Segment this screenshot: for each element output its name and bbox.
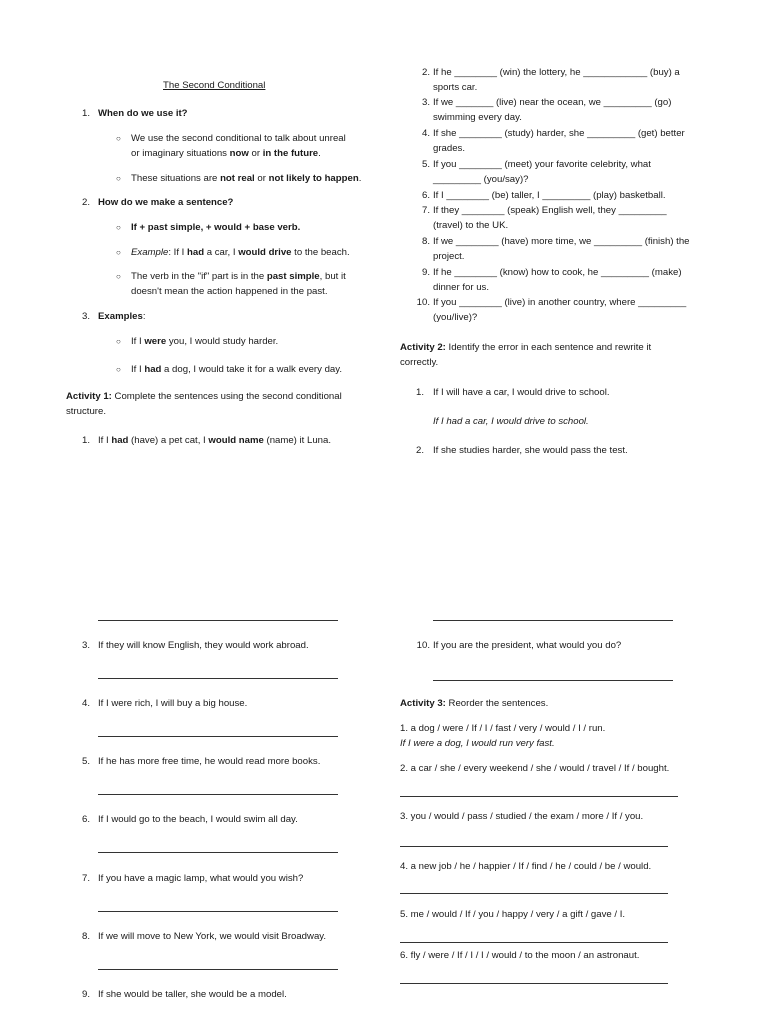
- bullet-icon: ○: [116, 272, 121, 281]
- q2-bullet-1: If + past simple, + would + base verb.: [131, 222, 301, 233]
- exercise-number: 7.: [421, 205, 430, 216]
- exercise-line-1: If I ________ (be) taller, I _________ (play) basketball.: [433, 190, 666, 201]
- page-title: The Second Conditional: [163, 80, 266, 91]
- q2-bullet-3-line2: doesn't mean the action happened in the past.: [131, 286, 328, 297]
- exercise-line-2: swimming every day.: [433, 112, 522, 123]
- error-item-text: If you have a magic lamp, what would you wish?: [98, 873, 304, 884]
- reorder-item: 5. me / would / If / you / happy / very / a gift / gave / I.: [400, 909, 626, 920]
- bullet-icon: ○: [116, 365, 121, 374]
- exercise-line-1: If you ________ (meet) your favorite celebrity, what: [433, 159, 651, 170]
- q1-bullet-1-line2: or imaginary situations now or in the future.: [131, 148, 321, 159]
- exercise-number: 8.: [421, 236, 430, 247]
- activity-2-item-1: If I will have a car, I would drive to school.: [433, 387, 610, 398]
- answer-line[interactable]: [400, 893, 668, 894]
- exercise-number: 2.: [421, 67, 430, 78]
- answer-line[interactable]: [98, 969, 338, 970]
- q2-number: 2.: [81, 197, 90, 208]
- answer-line[interactable]: [98, 736, 338, 737]
- q2-bullet-2: Example: If I had a car, I would drive to the beach.: [131, 247, 350, 258]
- exercise-line-1: If you ________ (live) in another country, where _________: [433, 297, 687, 308]
- q1-heading: When do we use it?: [98, 108, 188, 119]
- error-item-text: If he has more free time, he would read more books.: [98, 756, 321, 767]
- activity-2-item-2: If she studies harder, she would pass the test.: [433, 445, 628, 456]
- exercise-line-2: project.: [433, 251, 465, 262]
- error-item-number: 7.: [81, 873, 90, 884]
- answer-line[interactable]: [433, 620, 673, 621]
- error-item-text: If we will move to New York, we would visit Broadway.: [98, 931, 327, 942]
- answer-line[interactable]: [98, 620, 338, 621]
- error-item-number: 8.: [81, 931, 90, 942]
- bullet-icon: ○: [116, 337, 121, 346]
- q1-bullet-2: These situations are not real or not likely to happen.: [131, 173, 362, 184]
- error-item-text: If I were rich, I will buy a big house.: [98, 698, 248, 709]
- q1-number: 1.: [81, 108, 90, 119]
- exercise-line-2: (you/live)?: [433, 312, 478, 323]
- activity-2-item-2-number: 2.: [415, 445, 424, 456]
- activity-3-instructions: Activity 3: Reorder the sentences.: [400, 698, 549, 709]
- reorder-item: 4. a new job / he / happier / If / find / he / could / be / would.: [400, 861, 652, 872]
- exercise-line-1: If they ________ (speak) English well, they _________: [433, 205, 667, 216]
- activity-1-item-1: If I had (have) a pet cat, I would name (name) it Luna.: [98, 435, 332, 446]
- error-item-text: If I would go to the beach, I would swim all day.: [98, 814, 298, 825]
- exercise-line-1: If he ________ (know) how to cook, he _________ (make): [433, 267, 682, 278]
- answer-line[interactable]: [98, 678, 338, 679]
- q1-bullet-1-line1: We use the second conditional to talk about unreal: [131, 133, 346, 144]
- answer-line[interactable]: [400, 846, 668, 847]
- q3-heading: Examples:: [98, 311, 146, 322]
- error-item-number: 6.: [81, 814, 90, 825]
- exercise-number: 5.: [421, 159, 430, 170]
- reorder-item: 2. a car / she / every weekend / she / would / travel / If / bought.: [400, 763, 670, 774]
- q3-number: 3.: [81, 311, 90, 322]
- error-item-text: If she would be taller, she would be a model.: [98, 989, 287, 1000]
- exercise-line-1: If we ________ (have) more time, we _________ (finish) the: [433, 236, 690, 247]
- bullet-icon: ○: [116, 174, 121, 183]
- reorder-item: 1. a dog / were / If / I / fast / very / would / I / run.: [400, 723, 606, 734]
- error-item-number: 4.: [81, 698, 90, 709]
- exercise-number: 9.: [421, 267, 430, 278]
- answer-line[interactable]: [98, 852, 338, 853]
- answer-line[interactable]: [400, 942, 668, 943]
- bullet-icon: ○: [116, 223, 121, 232]
- error-item-number: 5.: [81, 756, 90, 767]
- exercise-line-2: sports car.: [433, 82, 478, 93]
- bullet-icon: ○: [116, 248, 121, 257]
- activity-2-item-10: If you are the president, what would you do?: [433, 640, 622, 651]
- activity-2-item-1-answer: If I had a car, I would drive to school.: [433, 416, 589, 427]
- activity-1-instructions-line2: structure.: [66, 406, 106, 417]
- answer-line[interactable]: [433, 680, 673, 681]
- activity-2-instructions: Activity 2: Identify the error in each sentence and rewrite it: [400, 342, 652, 353]
- exercise-line-2: grades.: [433, 143, 465, 154]
- activity-1-item-1-number: 1.: [81, 435, 90, 446]
- q2-heading: How do we make a sentence?: [98, 197, 234, 208]
- activity-2-instructions-line2: correctly.: [400, 357, 439, 368]
- exercise-line-2: _________ (you/say)?: [433, 174, 529, 185]
- reorder-answer: If I were a dog, I would run very fast.: [400, 738, 555, 749]
- q3-bullet-1: If I were you, I would study harder.: [131, 336, 279, 347]
- exercise-number: 3.: [421, 97, 430, 108]
- exercise-line-2: dinner for us.: [433, 282, 489, 293]
- reorder-item: 3. you / would / pass / studied / the exam / more / If / you.: [400, 811, 644, 822]
- exercise-number: 6.: [421, 190, 430, 201]
- exercise-number: 10.: [416, 297, 430, 308]
- error-item-text: If they will know English, they would work abroad.: [98, 640, 309, 651]
- activity-2-item-1-number: 1.: [415, 387, 424, 398]
- error-item-number: 3.: [81, 640, 90, 651]
- answer-line[interactable]: [98, 911, 338, 912]
- reorder-item: 6. fly / were / If / I / I / would / to the moon / an astronaut.: [400, 950, 640, 961]
- exercise-line-2: (travel) to the UK.: [433, 220, 509, 231]
- activity-2-item-10-number: 10.: [416, 640, 430, 651]
- answer-line[interactable]: [98, 794, 338, 795]
- answer-line[interactable]: [400, 983, 668, 984]
- exercise-number: 4.: [421, 128, 430, 139]
- error-item-number: 9.: [81, 989, 90, 1000]
- exercise-line-1: If we _______ (live) near the ocean, we _________ (go): [433, 97, 672, 108]
- q3-bullet-2: If I had a dog, I would take it for a walk every day.: [131, 364, 342, 375]
- q2-bullet-3-line1: The verb in the "if" part is in the past simple, but it: [131, 271, 346, 282]
- exercise-line-1: If he ________ (win) the lottery, he ____________ (buy) a: [433, 67, 680, 78]
- answer-line[interactable]: [400, 796, 678, 797]
- exercise-line-1: If she ________ (study) harder, she _________ (get) better: [433, 128, 685, 139]
- bullet-icon: ○: [116, 134, 121, 143]
- activity-1-instructions: Activity 1: Complete the sentences using the second conditional: [66, 391, 342, 402]
